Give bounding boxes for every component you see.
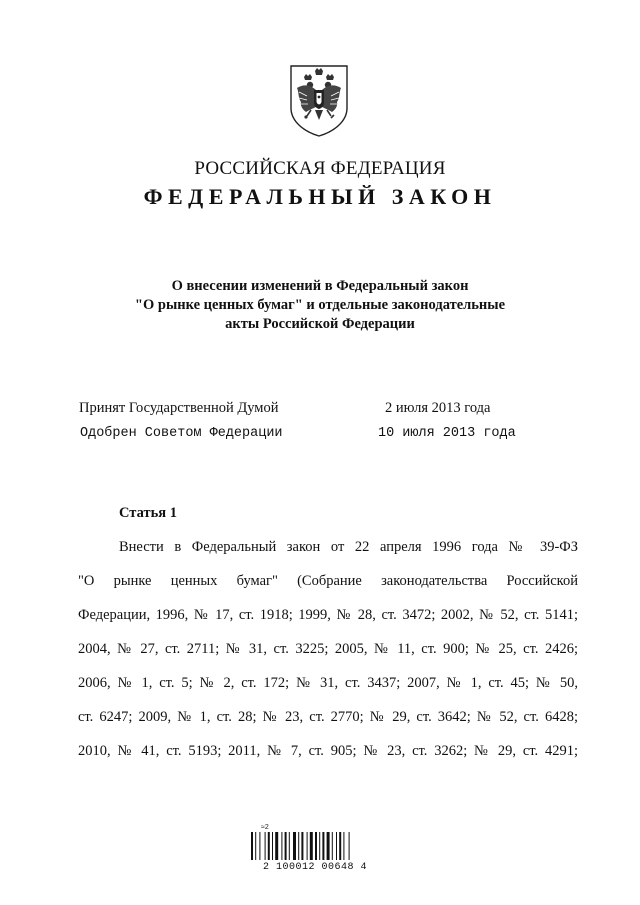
barcode-bar <box>251 832 253 860</box>
barcode-bar <box>293 832 296 860</box>
svg-text:≈2: ≈2 <box>261 824 269 831</box>
law-title-line: акты Российской Федерации <box>225 316 415 332</box>
russian-coat-of-arms-icon <box>287 62 351 138</box>
barcode-bar <box>285 832 287 860</box>
barcode-bar <box>298 832 299 860</box>
barcode-number: 2 100012 00648 4 <box>262 862 367 873</box>
barcode-bar <box>281 832 282 860</box>
barcode-bar <box>327 832 330 860</box>
approved-date: 10 июля 2013 года <box>378 426 516 441</box>
article-heading: Статья 1 <box>119 505 177 521</box>
barcode-bar <box>265 832 266 860</box>
law-title <box>0 277 640 334</box>
country-name: РОССИЙСКАЯ ФЕДЕРАЦИЯ <box>194 158 446 179</box>
barcode-bar <box>259 832 260 860</box>
barcode-bar <box>336 832 337 860</box>
barcode-bar <box>272 832 273 860</box>
barcode-bar <box>315 832 317 860</box>
barcode-bar <box>319 832 320 860</box>
adopted-by-duma-label: Принят Государственной Думой <box>79 400 279 416</box>
barcode-bar <box>322 832 324 860</box>
barcode-bar <box>339 832 341 860</box>
barcode-bar <box>332 832 333 860</box>
law-title-line: "О рынке ценных бумаг" и отдельные законодательные <box>134 297 506 313</box>
barcode-bar <box>255 832 256 860</box>
adopted-date: 2 июля 2013 года <box>385 400 491 416</box>
barcode-bar <box>268 832 270 860</box>
law-title-line: О внесении изменений в Федеральный закон <box>171 278 469 294</box>
article-text-line: Внести в Федеральный закон от 22 апреля 1996 года № 39-ФЗ <box>119 539 578 555</box>
article-text-line: Федерации, 1996, № 17, ст. 1918; 1999, № 28, ст. 3472; 2002, № 52, ст. 5141; <box>78 607 578 623</box>
barcode-bar <box>289 832 290 860</box>
barcode-bar <box>310 832 313 860</box>
article-text-line: ст. 6247; 2009, № 1, ст. 28; № 23, ст. 2770; № 29, ст. 3642; № 52, ст. 6428; <box>78 709 578 725</box>
barcode-bar <box>349 832 350 860</box>
article-text-line: "О рынке ценных бумаг" (Собрание законодательства Российской <box>78 573 578 589</box>
barcode-bar <box>301 832 303 860</box>
article-text-line: 2010, № 41, ст. 5193; 2011, № 7, ст. 905; № 23, ст. 3262; № 29, ст. 4291; <box>78 743 578 759</box>
barcode-bar <box>307 832 308 860</box>
article-text-line: 2004, № 27, ст. 2711; № 31, ст. 3225; 2005, № 11, ст. 900; № 25, ст. 2426; <box>78 641 578 657</box>
law-type-heading: ФЕДЕРАЛЬНЫЙ ЗАКОН <box>143 184 497 209</box>
article-text-line: 2006, № 1, ст. 5; № 2, ст. 172; № 31, ст. 3437; 2007, № 1, ст. 45; № 50, <box>78 675 578 691</box>
approved-by-council-label: Одобрен Советом Федерации <box>80 426 283 441</box>
barcode-bar <box>343 832 344 860</box>
barcode-bar <box>275 832 278 860</box>
